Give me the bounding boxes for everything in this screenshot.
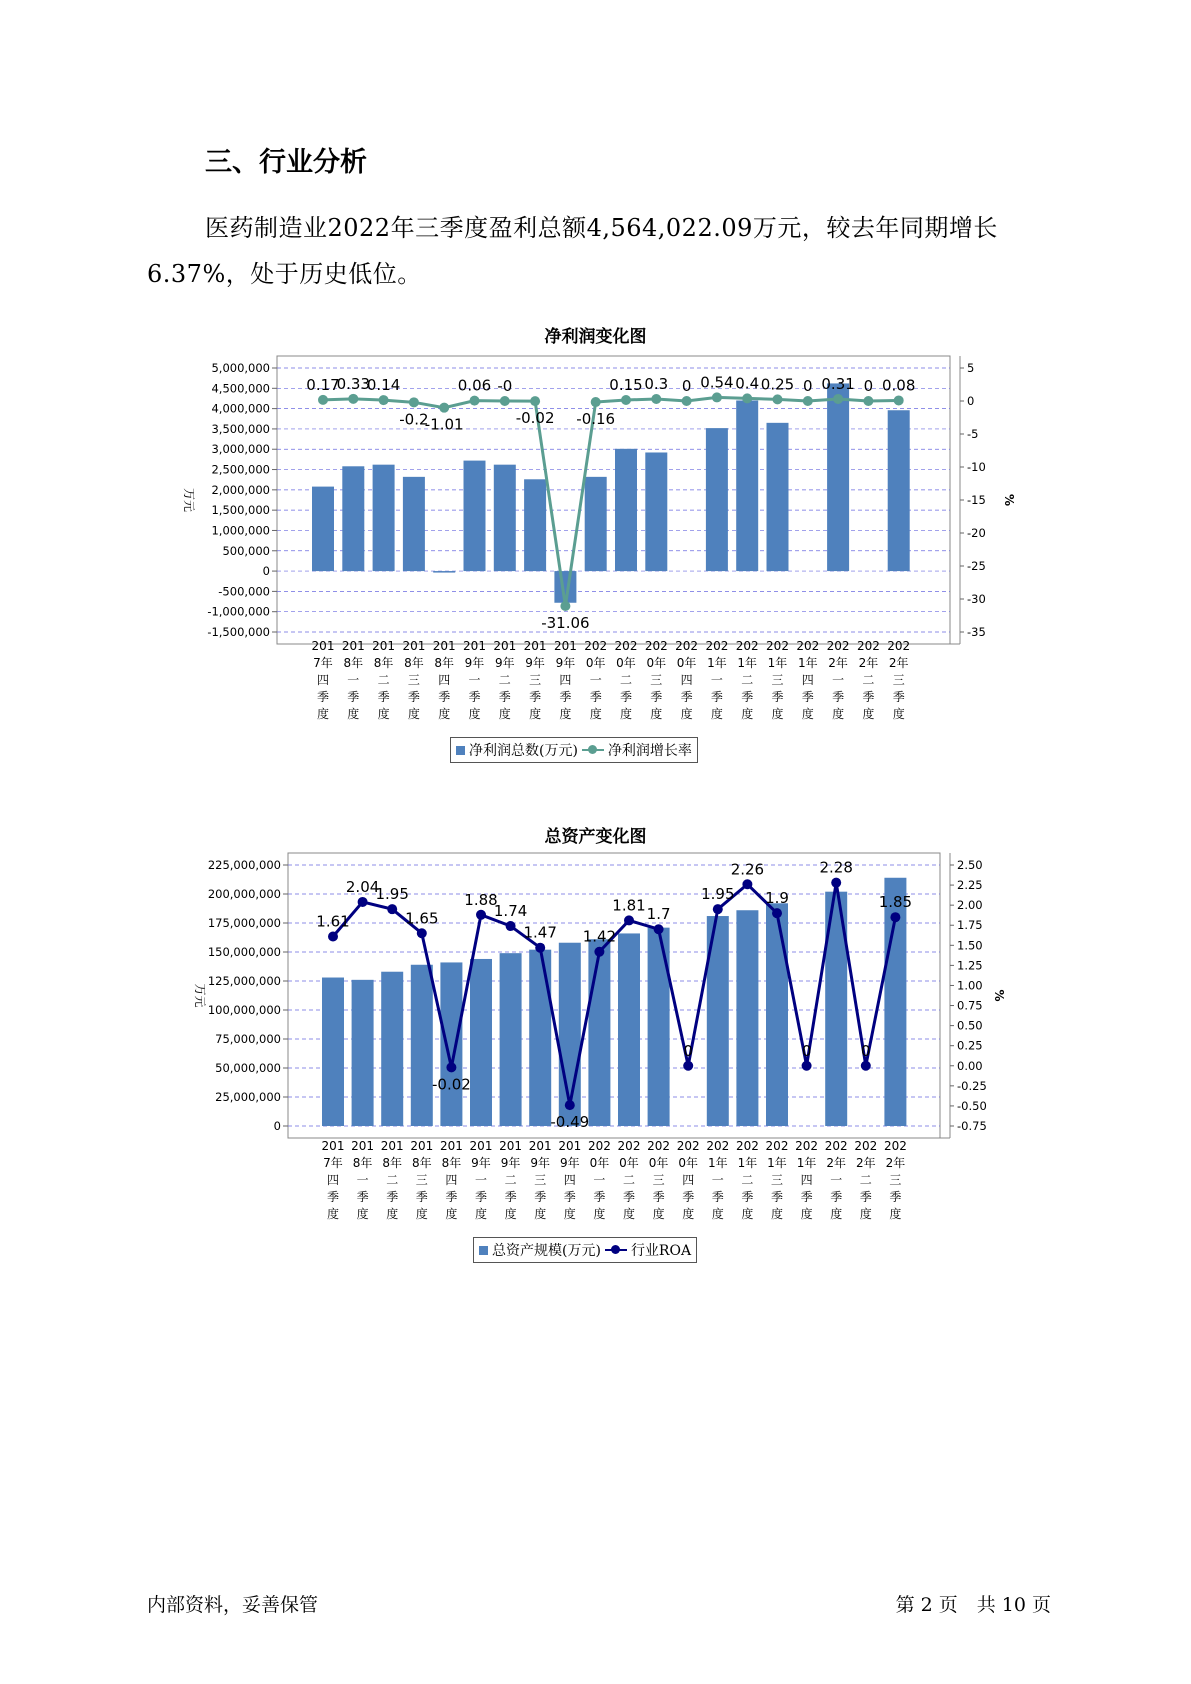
- x-tick-label: 201 8年四季度: [439, 1139, 463, 1221]
- net-profit-chart: [0, 350, 1191, 750]
- data-label: 0: [683, 1041, 693, 1060]
- y-tick-label: 25,000,000: [215, 1090, 281, 1104]
- x-tick-label: 202 2年二季度: [854, 1139, 878, 1221]
- y2-tick-label: -15: [967, 493, 986, 507]
- bar: [706, 428, 728, 571]
- y2-tick-label: 0.25: [957, 1038, 983, 1053]
- y-tick-label: 100,000,000: [207, 1003, 281, 1017]
- bar: [588, 939, 610, 1126]
- bar: [352, 980, 374, 1126]
- bar: [433, 571, 455, 573]
- x-tick-label: 201 9年二季度: [493, 639, 517, 721]
- y2-tick-label: -0.25: [957, 1078, 987, 1093]
- legend-label-bar: 总资产规模(万元): [492, 1243, 601, 1259]
- y-tick-label: 225,000,000: [207, 858, 281, 872]
- y-tick-label: 125,000,000: [207, 974, 281, 988]
- y2-tick-label: 2.25: [957, 878, 983, 893]
- data-label: 0: [863, 377, 874, 395]
- x-tick-label: 201 8年一季度: [341, 639, 365, 721]
- x-tick-label: 202 1年三季度: [765, 1139, 789, 1221]
- data-label: 0.15: [609, 376, 643, 395]
- bar: [736, 400, 758, 571]
- x-tick-label: 202 2年三季度: [887, 639, 911, 721]
- data-label: 1.95: [375, 885, 409, 904]
- line-point: [318, 395, 328, 405]
- y-tick-label: -500,000: [218, 584, 270, 599]
- y2-tick-label: 0: [967, 394, 975, 408]
- data-label: 1.95: [701, 885, 735, 904]
- line-point: [530, 396, 540, 406]
- data-label: -0.49: [550, 1113, 590, 1132]
- data-label: 2.04: [345, 877, 380, 896]
- line-point: [439, 403, 449, 413]
- bar: [585, 477, 607, 571]
- data-label: 1.42: [582, 927, 617, 946]
- y-tick-label: 200,000,000: [207, 887, 281, 901]
- y2-tick-label: 2.00: [957, 898, 983, 913]
- x-tick-label: 201 9年一季度: [469, 1139, 493, 1221]
- y2-tick-label: -0.75: [957, 1119, 987, 1133]
- line-point: [833, 394, 843, 404]
- total-assets-chart: [0, 850, 1191, 1250]
- y-tick-label: 5,000,000: [211, 361, 270, 375]
- x-tick-label: 202 1年四季度: [795, 1139, 819, 1221]
- data-label: -0.02: [515, 409, 555, 428]
- y-axis-title: 万元: [182, 487, 196, 513]
- line-point: [565, 1100, 575, 1110]
- line-point: [348, 394, 358, 404]
- y-tick-label: 75,000,000: [215, 1032, 281, 1046]
- x-tick-label: 202 2年三季度: [883, 1139, 907, 1221]
- data-label: 1.7: [646, 905, 671, 924]
- bar: [615, 449, 637, 571]
- y2-axis-title: %: [992, 989, 1006, 1002]
- section-title: 三、行业分析: [205, 147, 367, 178]
- y2-axis-title: %: [1002, 493, 1016, 507]
- data-label: -0.2: [399, 410, 429, 429]
- legend-label-bar: 净利润总数(万元): [469, 743, 578, 759]
- line-point: [773, 394, 783, 404]
- data-label: 1.88: [464, 890, 498, 909]
- line-point: [713, 904, 723, 914]
- x-tick-label: 201 8年一季度: [351, 1139, 375, 1221]
- line-point: [500, 396, 510, 406]
- y2-tick-label: -0.50: [957, 1098, 987, 1113]
- data-label: 1.47: [523, 923, 557, 942]
- bar: [322, 978, 344, 1126]
- line-point: [358, 897, 368, 907]
- y-tick-label: 3,500,000: [211, 421, 270, 436]
- x-tick-label: 202 0年三季度: [647, 1139, 671, 1221]
- data-label: 0.14: [366, 376, 401, 395]
- y2-tick-label: -25: [967, 559, 986, 573]
- line-point: [594, 947, 604, 957]
- y2-tick-label: -35: [967, 625, 986, 639]
- x-tick-label: 202 0年二季度: [617, 1139, 641, 1221]
- y2-tick-label: 1.75: [957, 918, 983, 933]
- data-label: 0.17: [306, 375, 340, 394]
- x-tick-label: 202 1年四季度: [796, 639, 820, 721]
- bar: [312, 487, 334, 571]
- legend-line-swatch: [582, 745, 604, 755]
- x-tick-label: 201 8年三季度: [410, 1139, 434, 1221]
- x-tick-label: 202 0年一季度: [587, 1139, 611, 1221]
- data-label: -0.16: [576, 410, 616, 429]
- y-axis-title: 万元: [193, 983, 207, 1008]
- bar: [440, 962, 462, 1126]
- bar: [500, 953, 522, 1126]
- y-tick-label: 2,000,000: [211, 482, 270, 497]
- y2-tick-label: 0.00: [957, 1058, 983, 1073]
- line-point: [863, 396, 873, 406]
- line-point: [470, 396, 480, 406]
- x-tick-label: 202 0年一季度: [584, 639, 608, 721]
- y-tick-label: 4,500,000: [211, 381, 270, 396]
- data-label: 1.65: [405, 909, 439, 928]
- x-tick-label: 202 1年二季度: [735, 639, 759, 721]
- x-tick-label: 201 9年一季度: [463, 639, 486, 721]
- x-tick-label: 201 8年二季度: [372, 639, 396, 721]
- data-label: 0: [803, 377, 813, 395]
- line-point: [894, 395, 904, 405]
- line-point: [742, 879, 752, 889]
- bar: [470, 959, 492, 1126]
- x-tick-label: 202 0年三季度: [644, 639, 668, 721]
- data-label: 0.4: [735, 374, 760, 393]
- x-tick-label: 202 2年一季度: [824, 1139, 848, 1221]
- x-tick-label: 202 1年一季度: [705, 639, 729, 721]
- y2-tick-label: 5: [967, 361, 975, 375]
- data-label: 0.31: [821, 374, 855, 393]
- bar: [529, 950, 551, 1126]
- y-tick-label: 3,000,000: [211, 442, 270, 457]
- x-tick-label: 201 8年四季度: [432, 639, 456, 721]
- data-label: 0.25: [760, 375, 795, 394]
- y2-tick-label: -20: [967, 526, 986, 540]
- line-point: [861, 1061, 871, 1071]
- bar: [888, 410, 910, 571]
- data-label: 1.85: [878, 893, 913, 912]
- y-tick-label: 500,000: [222, 543, 270, 558]
- data-label: 0.54: [700, 373, 734, 392]
- y-tick-label: -1,500,000: [207, 625, 270, 639]
- legend-label-line: 行业ROA: [630, 1243, 692, 1259]
- legend-label-line: 净利润增长率: [607, 743, 692, 759]
- y-tick-label: 2,500,000: [211, 462, 270, 477]
- line-point: [651, 394, 661, 404]
- bar: [373, 465, 395, 571]
- chart-legend-total-assets: [473, 1237, 697, 1263]
- data-label: -1.01: [424, 415, 464, 434]
- footer-page-number: 第 2 页 共 10 页: [895, 1594, 1051, 1616]
- bar: [736, 910, 758, 1126]
- legend-bar-swatch: [479, 1246, 488, 1255]
- y2-tick-label: 1.50: [957, 938, 983, 953]
- data-label: 0.08: [881, 376, 916, 395]
- data-label: 2.28: [819, 858, 853, 877]
- data-label: 0.06: [457, 376, 492, 395]
- line-point: [621, 395, 631, 405]
- y-tick-label: 175,000,000: [207, 916, 281, 930]
- data-label: -0: [497, 377, 513, 395]
- bar: [381, 972, 403, 1126]
- y2-tick-label: 1.25: [957, 958, 983, 973]
- footer-confidential: 内部资料，妥善保管: [147, 1594, 319, 1616]
- line-point: [387, 904, 397, 914]
- y2-tick-label: -30: [967, 592, 986, 606]
- y2-tick-label: -5: [967, 427, 979, 441]
- data-label: -31.06: [541, 613, 590, 632]
- y-tick-label: 4,000,000: [211, 401, 270, 416]
- line-point: [560, 601, 570, 611]
- bar: [524, 479, 546, 571]
- x-tick-label: 201 9年三季度: [523, 639, 547, 721]
- bar: [645, 452, 667, 571]
- data-label: 0: [681, 377, 692, 395]
- x-tick-label: 202 2年一季度: [826, 639, 850, 721]
- y-tick-label: 0: [262, 564, 270, 579]
- y-tick-label: 50,000,000: [215, 1061, 281, 1075]
- bar: [464, 461, 486, 571]
- y-tick-label: 150,000,000: [207, 945, 281, 959]
- x-tick-label: 202 0年四季度: [675, 639, 699, 721]
- bar: [411, 965, 433, 1126]
- line-point: [890, 912, 900, 922]
- x-tick-label: 201 7年四季度: [321, 1139, 345, 1221]
- data-label: 1.9: [765, 889, 789, 908]
- chart-legend-net-profit: [450, 737, 698, 763]
- data-label: 0: [861, 1041, 871, 1060]
- data-label: 1.61: [316, 912, 350, 931]
- x-tick-label: 202 1年三季度: [766, 639, 789, 721]
- chart-title-net-profit: 净利润变化图: [544, 327, 647, 347]
- line-point: [417, 928, 427, 938]
- line-point: [802, 1061, 812, 1071]
- line-point: [772, 908, 782, 918]
- x-tick-label: 201 9年四季度: [558, 1139, 582, 1221]
- x-tick-label: 201 8年三季度: [402, 639, 426, 721]
- x-tick-label: 202 0年四季度: [676, 1139, 700, 1221]
- bar: [618, 933, 640, 1126]
- data-label: 2.26: [730, 860, 765, 879]
- line-point: [682, 396, 692, 406]
- line-point: [506, 921, 516, 931]
- x-tick-label: 201 9年四季度: [553, 639, 577, 721]
- line-point: [831, 878, 841, 888]
- line-point: [624, 915, 634, 925]
- line-point: [591, 397, 601, 407]
- line-point: [712, 392, 722, 402]
- bar: [648, 928, 670, 1126]
- data-label: 0.33: [336, 374, 371, 393]
- y-tick-label: 1,500,000: [211, 503, 270, 518]
- y2-tick-label: 0.50: [957, 1018, 983, 1033]
- bar: [403, 477, 425, 571]
- data-label: 1.74: [493, 902, 528, 921]
- chart-title-total-assets: 总资产变化图: [544, 827, 647, 847]
- line-point: [409, 397, 419, 407]
- line-point: [683, 1061, 693, 1071]
- summary-paragraph: 医药制造业2022年三季度盈利总额4,564,022.09万元，较去年同期增长6.37%，处于历史低位。: [147, 214, 998, 288]
- y-tick-label: 1,000,000: [211, 523, 270, 538]
- data-label: 0: [801, 1041, 812, 1060]
- data-label: 1.81: [612, 896, 646, 915]
- y2-tick-label: 1.00: [957, 978, 983, 993]
- line-point: [446, 1062, 456, 1072]
- y2-tick-label: 0.75: [957, 998, 983, 1013]
- line-point: [379, 395, 389, 405]
- bar: [342, 466, 364, 571]
- legend-bar-swatch: [456, 746, 465, 755]
- y-tick-label: 0: [273, 1119, 281, 1133]
- y2-tick-label: -10: [967, 460, 986, 474]
- y-tick-label: -1,000,000: [207, 604, 270, 619]
- x-tick-label: 201 7年四季度: [311, 639, 335, 721]
- line-point: [476, 910, 486, 920]
- line-point: [654, 924, 664, 934]
- bar: [827, 383, 849, 571]
- y2-tick-label: 2.50: [957, 858, 983, 872]
- x-tick-label: 201 9年三季度: [528, 1139, 552, 1221]
- x-tick-label: 202 0年二季度: [614, 639, 638, 721]
- x-tick-label: 202 2年二季度: [856, 639, 880, 721]
- bar: [766, 903, 788, 1126]
- line-point: [803, 396, 813, 406]
- bar: [767, 423, 789, 571]
- data-label: 0.3: [644, 375, 669, 394]
- x-tick-label: 201 9年二季度: [499, 1139, 523, 1221]
- legend-line-swatch: [605, 1245, 627, 1255]
- line-point: [535, 943, 545, 953]
- line-point: [328, 931, 338, 941]
- bar: [494, 465, 516, 571]
- x-tick-label: 202 1年二季度: [735, 1139, 759, 1221]
- data-label: -0.02: [431, 1075, 471, 1094]
- x-tick-label: 201 8年二季度: [380, 1139, 404, 1221]
- x-tick-label: 202 1年一季度: [706, 1139, 730, 1221]
- line-point: [742, 393, 752, 403]
